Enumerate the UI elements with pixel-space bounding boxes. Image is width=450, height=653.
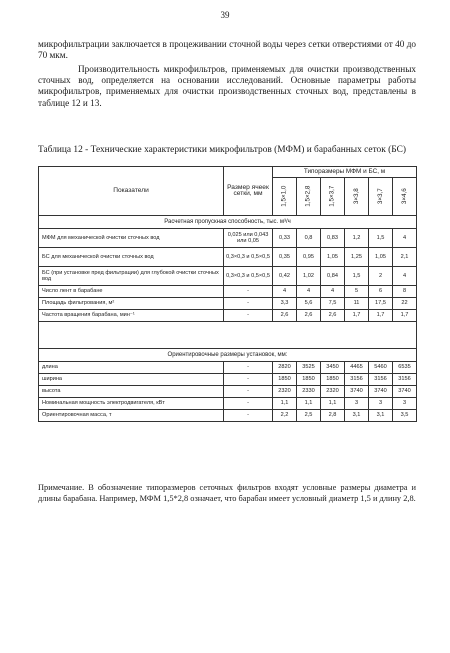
value-cell: 2,6 (321, 310, 345, 322)
table-row (39, 386, 417, 398)
column-size-label: 3×3,7 (376, 188, 384, 205)
value-cell: 1850 (273, 374, 297, 386)
value-cell: 3156 (393, 374, 417, 386)
value-cell: 6535 (393, 362, 417, 374)
mesh-size-cell: - (224, 398, 273, 410)
value-cell: 1,1 (321, 398, 345, 410)
value-cell: 2,5 (297, 410, 321, 422)
section-dimensions: Ориентировочные размеры установок, мм: (39, 349, 417, 362)
value-cell: 1,1 (297, 398, 321, 410)
value-cell: 4465 (345, 362, 369, 374)
value-cell: 1,7 (369, 310, 393, 322)
table-row (39, 398, 417, 410)
value-cell: 1,1 (273, 398, 297, 410)
table-row (39, 298, 417, 310)
column-size (273, 178, 297, 216)
column-size-label: 1,5×2,8 (304, 186, 312, 208)
value-cell: 2,6 (273, 310, 297, 322)
column-size (345, 178, 369, 216)
value-cell: 3 (369, 398, 393, 410)
value-cell: 1850 (297, 374, 321, 386)
table-caption: Таблица 12 - Технические характеристики микрофильтров (МФМ) и барабанных сеток (БС) (38, 145, 406, 155)
value-cell: 3 (393, 398, 417, 410)
value-cell: 3156 (345, 374, 369, 386)
value-cell: 3,1 (345, 410, 369, 422)
value-cell: 0,33 (273, 229, 297, 248)
value-cell: 4 (393, 229, 417, 248)
table-row (39, 267, 417, 286)
value-cell: 3,3 (273, 298, 297, 310)
value-cell: 1,25 (345, 248, 369, 267)
table-row (39, 410, 417, 422)
header-sizes: Типоразмеры МФМ и БС, м (273, 167, 417, 178)
table-spacer (39, 322, 417, 349)
column-size (369, 178, 393, 216)
mesh-size-cell: - (224, 374, 273, 386)
column-size (321, 178, 345, 216)
column-size (393, 178, 417, 216)
mesh-size-cell: - (224, 298, 273, 310)
value-cell: 2,2 (273, 410, 297, 422)
table-row (39, 286, 417, 298)
value-cell: 1850 (321, 374, 345, 386)
row-label: Номинальная мощность электродвигателя, кВт (39, 398, 224, 410)
value-cell: 3740 (393, 386, 417, 398)
mesh-size-cell: - (224, 362, 273, 374)
specs-table (38, 166, 417, 422)
value-cell: 1,05 (321, 248, 345, 267)
table-row (39, 248, 417, 267)
value-cell: 3,1 (369, 410, 393, 422)
value-cell: 4 (321, 286, 345, 298)
value-cell: 2320 (321, 386, 345, 398)
row-label: Площадь фильтрования, м² (39, 298, 224, 310)
value-cell: 1,5 (369, 229, 393, 248)
value-cell: 8 (393, 286, 417, 298)
section-capacity: Расчетная пропускная способность, тыс. м³/ч (39, 216, 417, 229)
value-cell: 2,6 (297, 310, 321, 322)
value-cell: 11 (345, 298, 369, 310)
row-label: БС (при установке пред фильтрации) для глубокой очистки сточных вод (39, 267, 224, 286)
table-row (39, 374, 417, 386)
row-label: БС для механической очистки сточных вод (39, 248, 224, 267)
value-cell: 1,02 (297, 267, 321, 286)
row-label: длина (39, 362, 224, 374)
value-cell: 2820 (273, 362, 297, 374)
value-cell: 5 (345, 286, 369, 298)
table-row (39, 362, 417, 374)
value-cell: 3450 (321, 362, 345, 374)
mesh-size-cell: - (224, 386, 273, 398)
value-cell: 4 (393, 267, 417, 286)
body-paragraph: Производительность микрофильтров, применяемых для очистки производственных сточных вод, определяется на основании исследований. Основные параметры работы микрофильтров, применяемых для очистки производственных сточных вод, представлены в таблице 12 и 13. (38, 64, 416, 108)
value-cell: 4 (273, 286, 297, 298)
value-cell: 0,8 (297, 229, 321, 248)
table-note: Примечание. В обозначение типоразмеров сеточных фильтров входят условные размеры диаметра и длины барабана. Например, МФМ 1,5*2,8 означает, что барабан имеет условный диаметр 1,5 и длину 2,8. (38, 483, 416, 503)
page-number: 39 (220, 10, 230, 20)
table-row (39, 229, 417, 248)
value-cell: 0,83 (321, 229, 345, 248)
value-cell: 0,84 (321, 267, 345, 286)
value-cell: 3,5 (393, 410, 417, 422)
value-cell: 2,8 (321, 410, 345, 422)
mesh-size-cell: 0,3×0,3 и 0,5×0,5 (224, 248, 273, 267)
table-row (39, 310, 417, 322)
value-cell: 2,1 (393, 248, 417, 267)
mesh-size-cell: - (224, 410, 273, 422)
value-cell: 1,5 (345, 267, 369, 286)
intro-paragraph: микрофильтрации заключается в процеживании сточной воды через сетки отверстиями от 40 до 70 мкм. (38, 39, 416, 61)
value-cell: 22 (393, 298, 417, 310)
value-cell: 1,05 (369, 248, 393, 267)
row-label: ширина (39, 374, 224, 386)
value-cell: 6 (369, 286, 393, 298)
column-size-label: 3×3,8 (352, 188, 360, 205)
column-size (297, 178, 321, 216)
value-cell: 1,7 (345, 310, 369, 322)
value-cell: 0,35 (273, 248, 297, 267)
row-label: Частота вращения барабана, мин⁻¹ (39, 310, 224, 322)
value-cell: 3525 (297, 362, 321, 374)
dimension-rows (39, 362, 417, 422)
row-label: Ориентировочная масса, т (39, 410, 224, 422)
header-mesh-size: Размер ячеек сетки, мм (224, 167, 273, 216)
row-label: высота (39, 386, 224, 398)
value-cell: 5,6 (297, 298, 321, 310)
value-cell: 3156 (369, 374, 393, 386)
row-label: Число лент в барабане (39, 286, 224, 298)
value-cell: 2 (369, 267, 393, 286)
column-size-label: 3×4,6 (400, 188, 408, 205)
column-size-label: 1,5×1,0 (280, 186, 288, 208)
value-cell: 3 (345, 398, 369, 410)
value-cell: 4 (297, 286, 321, 298)
value-cell: 1,7 (393, 310, 417, 322)
value-cell: 3740 (345, 386, 369, 398)
header-indicators: Показатели (39, 167, 224, 216)
value-cell: 7,5 (321, 298, 345, 310)
value-cell: 5460 (369, 362, 393, 374)
value-cell: 0,95 (297, 248, 321, 267)
value-cell: 1,2 (345, 229, 369, 248)
value-cell: 2320 (273, 386, 297, 398)
value-cell: 17,5 (369, 298, 393, 310)
value-cell: 0,42 (273, 267, 297, 286)
other-rows (39, 286, 417, 322)
value-cell: 3740 (369, 386, 393, 398)
value-cell: 2330 (297, 386, 321, 398)
column-size-label: 1,5×3,7 (328, 186, 336, 208)
mesh-size-cell: 0,025 или 0,043 или 0,05 (224, 229, 273, 248)
capacity-rows (39, 229, 417, 286)
row-label: МФМ для механической очистки сточных вод (39, 229, 224, 248)
mesh-size-cell: - (224, 286, 273, 298)
mesh-size-cell: 0,3×0,3 и 0,5×0,5 (224, 267, 273, 286)
mesh-size-cell: - (224, 310, 273, 322)
